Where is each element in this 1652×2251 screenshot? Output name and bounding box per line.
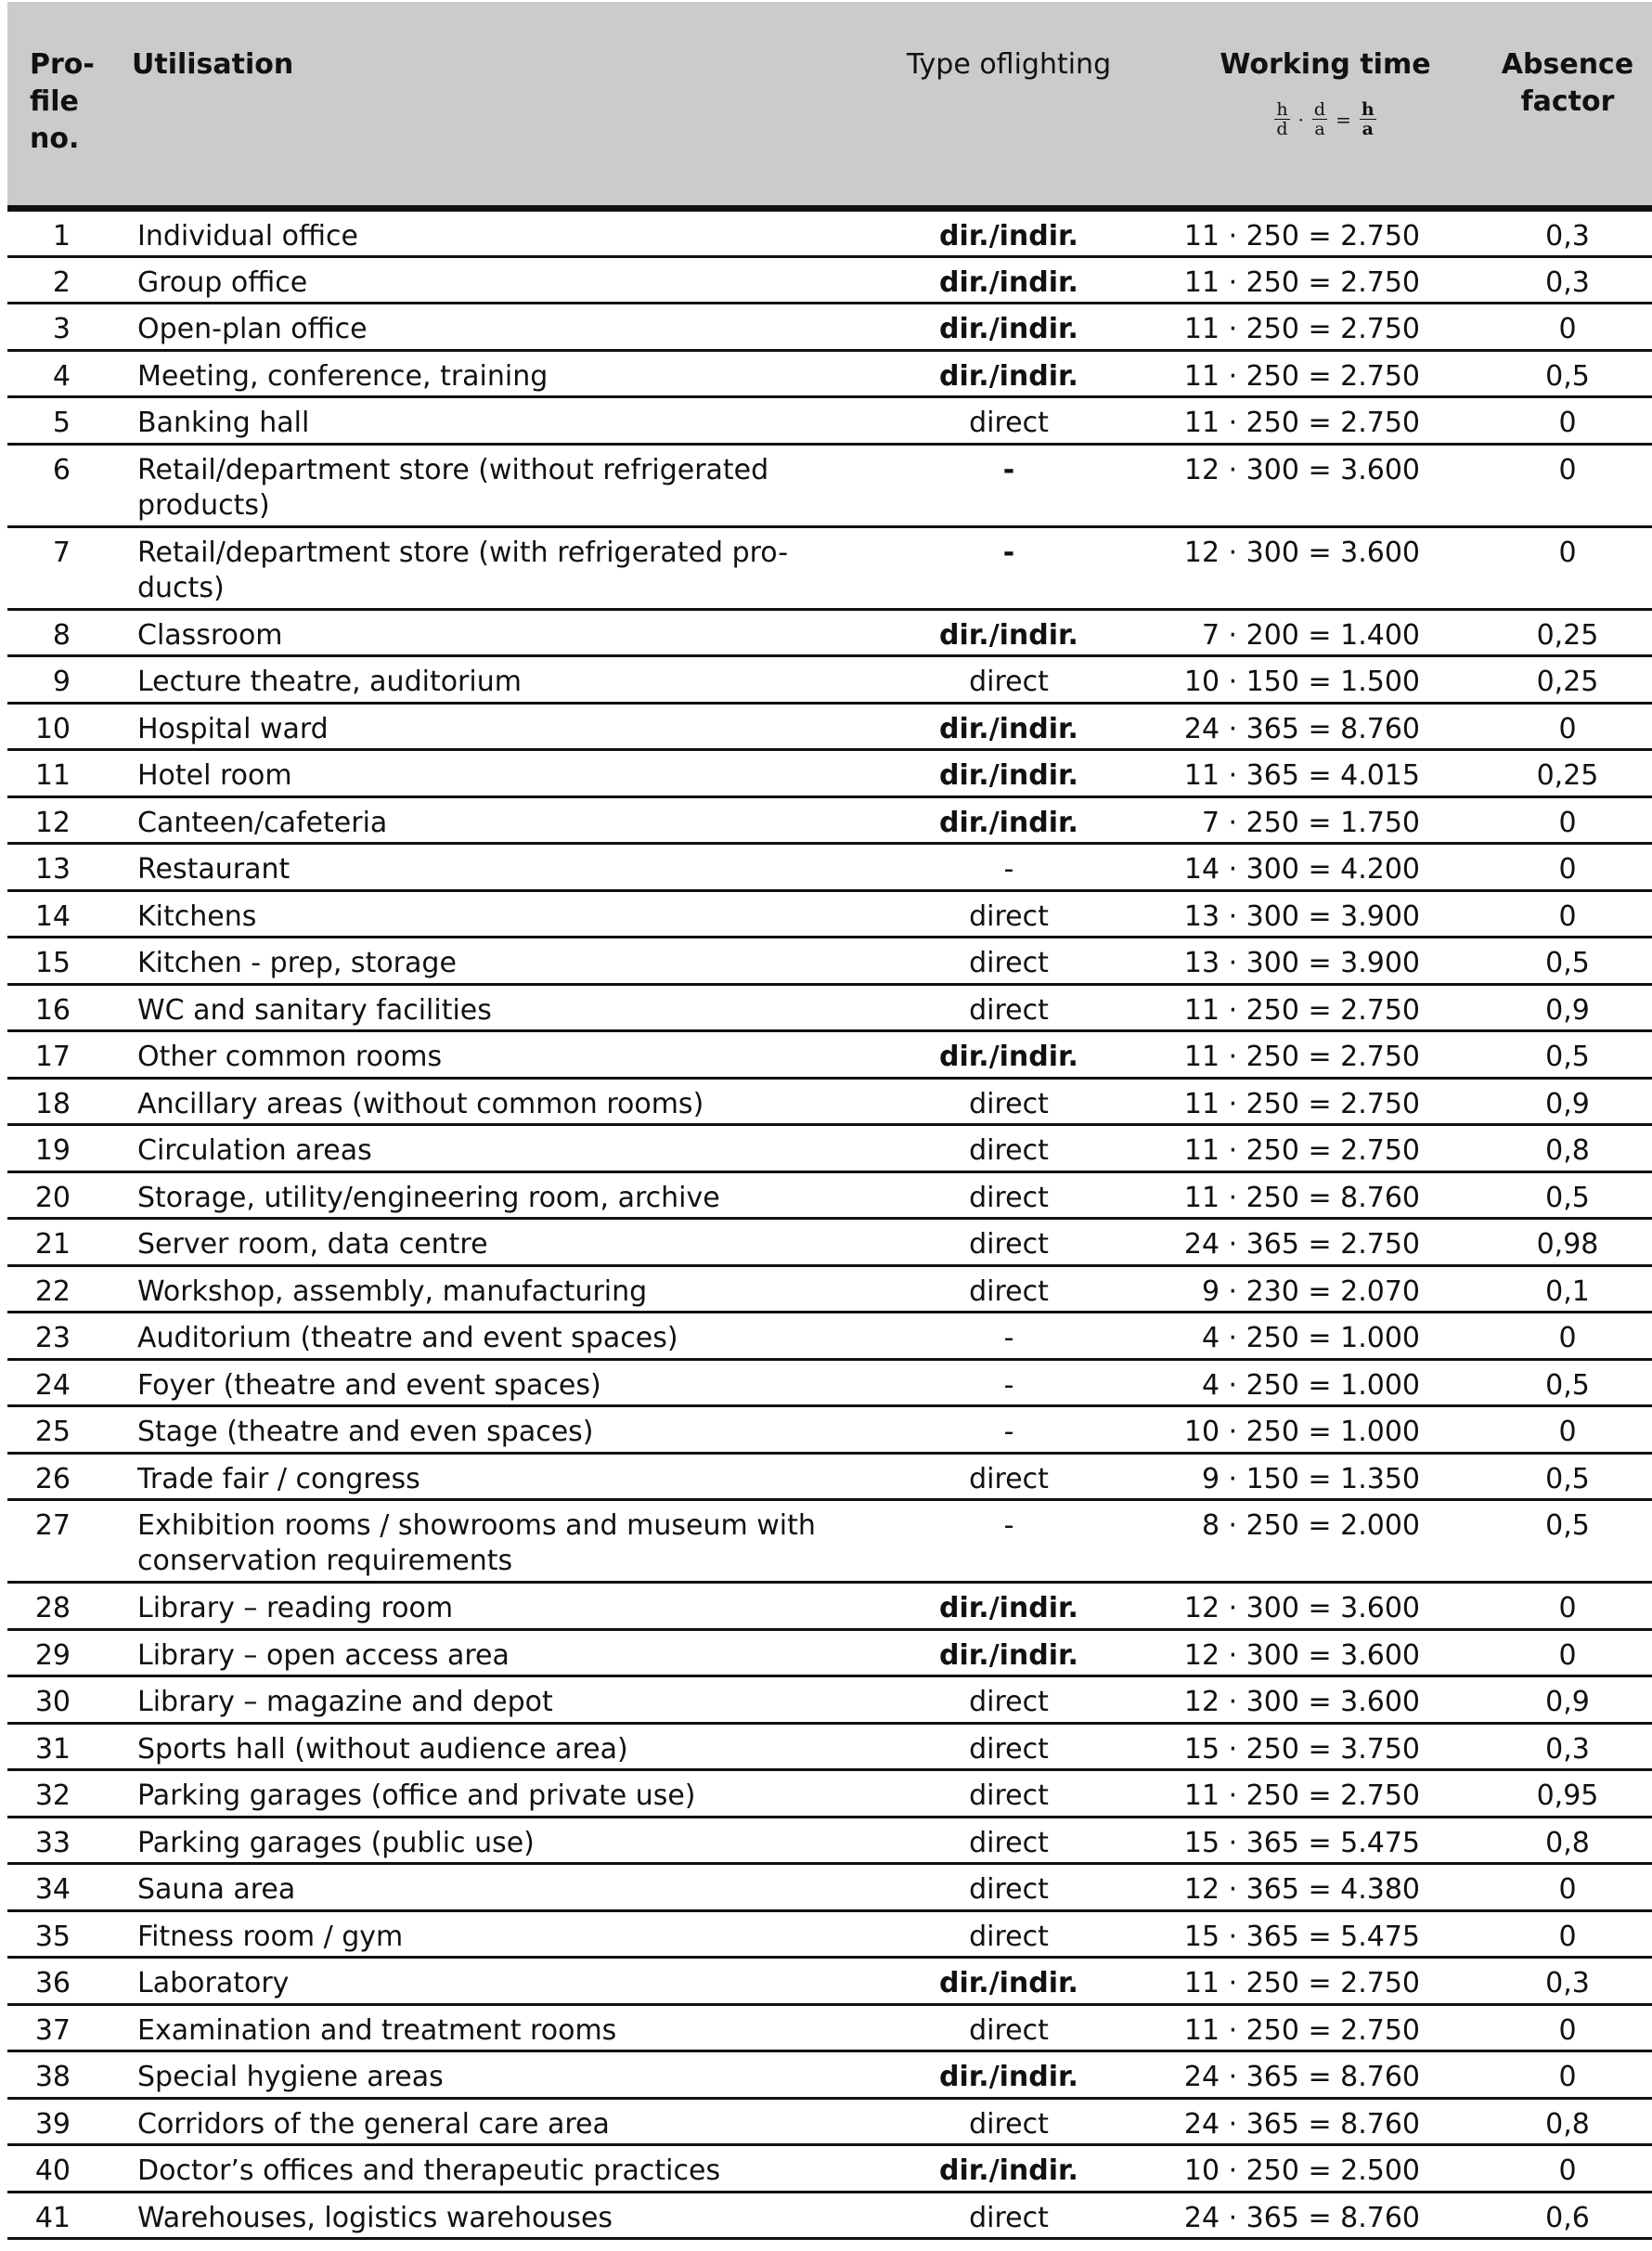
cell-profile-no: 13	[34, 853, 71, 886]
cell-profile-no: 32	[34, 1779, 71, 1812]
cell-lighting: direct	[969, 1873, 1049, 1906]
cell-utilisation: Classroom	[137, 618, 283, 652]
cell-absence-factor: 0	[1558, 1638, 1577, 1672]
cell-utilisation: Exhibition rooms / showrooms and museum with conservation requirements	[137, 1509, 816, 1577]
cell-working-time: 11 · 250 = 2.750	[1183, 1041, 1420, 1073]
table-row	[7, 844, 1652, 891]
table-row	[7, 609, 1652, 656]
cell-profile-no: 33	[34, 1826, 71, 1859]
cell-working-time: 11 · 250 = 2.750	[1183, 219, 1420, 252]
cell-lighting: direct	[969, 899, 1049, 933]
cell-absence-factor: 0	[1558, 712, 1577, 745]
cell-profile-no: 9	[52, 666, 71, 698]
cell-profile-no: 16	[34, 993, 71, 1027]
cell-absence-factor: 0	[1558, 1873, 1577, 1906]
table-row	[7, 2004, 1652, 2051]
cell-lighting: dir./indir.	[939, 1041, 1078, 1073]
cell-lighting: direct	[969, 1686, 1049, 1718]
table-row	[7, 208, 1652, 256]
cell-lighting: direct	[969, 1134, 1049, 1167]
table-row	[7, 1359, 1652, 1406]
cell-working-time: 24 · 365 = 2.750	[1183, 1228, 1420, 1261]
table-row	[7, 1171, 1652, 1219]
cell-working-time: 24 · 365 = 8.760	[1183, 712, 1420, 745]
cell-working-time: 10 · 150 = 1.500	[1183, 666, 1420, 698]
cell-lighting: direct	[969, 1826, 1049, 1859]
cell-absence-factor: 0,9	[1545, 1087, 1590, 1120]
header-working-time-label: Working time	[1220, 48, 1431, 81]
formula-h-per-a	[1360, 100, 1376, 138]
formula-h: h	[1276, 99, 1288, 120]
header-utilisation	[126, 2, 850, 208]
profile-table	[7, 2, 1652, 2240]
cell-lighting: direct	[969, 2201, 1049, 2234]
cell-lighting: direct	[969, 666, 1049, 698]
cell-utilisation: Kitchens	[137, 899, 257, 933]
table-row	[7, 444, 1652, 526]
cell-working-time: 9 · 230 = 2.070	[1201, 1274, 1420, 1308]
cell-lighting: direct	[969, 993, 1049, 1027]
table-row	[7, 1453, 1652, 1500]
cell-lighting: direct	[969, 2013, 1049, 2047]
cell-profile-no: 8	[52, 618, 71, 652]
formula-d: d	[1276, 119, 1288, 139]
cell-lighting: dir./indir.	[939, 265, 1078, 299]
cell-absence-factor: 0,25	[1536, 666, 1599, 698]
cell-profile-no: 41	[34, 2201, 71, 2234]
cell-working-time: 7 · 200 = 1.400	[1201, 618, 1420, 652]
cell-working-time: 11 · 250 = 2.750	[1183, 1087, 1420, 1120]
table-body	[7, 208, 1652, 2239]
cell-lighting: -	[1003, 1416, 1014, 1448]
cell-utilisation: Stage (theatre and even spaces)	[137, 1416, 594, 1448]
cell-working-time: 9 · 150 = 1.350	[1201, 1462, 1420, 1495]
cell-absence-factor: 0,8	[1545, 1134, 1590, 1167]
cell-profile-no: 10	[34, 712, 71, 745]
cell-lighting: direct	[969, 1732, 1049, 1766]
cell-lighting: -	[1003, 1322, 1014, 1354]
cell-absence-factor: 0,3	[1545, 1732, 1590, 1766]
cell-working-time: 15 · 365 = 5.475	[1183, 1826, 1420, 1859]
cell-working-time: 14 · 300 = 4.200	[1183, 853, 1420, 886]
cell-working-time: 11 · 250 = 2.750	[1183, 1967, 1420, 1999]
cell-working-time: 24 · 365 = 8.760	[1183, 2201, 1420, 2234]
cell-utilisation: Laboratory	[137, 1967, 290, 1999]
table-row	[7, 1125, 1652, 1172]
cell-absence-factor: 0,3	[1545, 219, 1590, 252]
cell-profile-no: 12	[34, 806, 71, 839]
cell-absence-factor: 0,5	[1545, 1462, 1590, 1495]
cell-absence-factor: 0	[1558, 407, 1577, 439]
cell-lighting: dir./indir.	[939, 219, 1078, 252]
cell-absence-factor: 0	[1558, 1920, 1577, 1953]
table-row	[7, 938, 1652, 985]
cell-absence-factor: 0,9	[1545, 993, 1590, 1027]
header-utilisation-label: Utilisation	[132, 48, 294, 81]
formula-dot: ·	[1297, 108, 1304, 131]
table-row	[7, 1313, 1652, 1360]
cell-utilisation: Library – reading room	[137, 1592, 454, 1624]
cell-profile-no: 28	[34, 1592, 71, 1624]
cell-utilisation: Meeting, conference, training	[137, 359, 549, 393]
table-row	[7, 1910, 1652, 1958]
cell-lighting: dir./indir.	[939, 313, 1078, 345]
cell-lighting: direct	[969, 1087, 1049, 1120]
cell-absence-factor: 0	[1558, 1592, 1577, 1624]
cell-profile-no: 39	[34, 2107, 71, 2141]
cell-profile-no: 30	[34, 1686, 71, 1718]
cell-working-time: 24 · 365 = 8.760	[1183, 2061, 1420, 2093]
cell-profile-no: 11	[34, 759, 71, 792]
cell-utilisation: Retail/department store (without refrigerated products)	[137, 453, 769, 522]
table-row	[7, 397, 1652, 445]
cell-working-time: 12 · 300 = 3.600	[1183, 1686, 1420, 1718]
cell-profile-no: 4	[52, 359, 71, 393]
cell-profile-no: 20	[34, 1181, 71, 1214]
cell-absence-factor: 0,6	[1545, 2201, 1590, 2234]
formula-h-per-d	[1274, 100, 1289, 138]
cell-absence-factor: 0	[1558, 899, 1577, 933]
cell-working-time: 7 · 250 = 1.750	[1201, 806, 1420, 839]
cell-utilisation: Fitness room / gym	[137, 1920, 404, 1953]
cell-utilisation: Workshop, assembly, manufacturing	[137, 1274, 648, 1308]
table-row	[7, 1676, 1652, 1724]
cell-absence-factor: 0,9	[1545, 1686, 1590, 1718]
header-lighting-label: Type oflighting	[906, 48, 1112, 81]
cell-profile-no: 27	[34, 1509, 71, 1542]
table-row	[7, 750, 1652, 797]
table-row	[7, 984, 1652, 1031]
table-row	[7, 1864, 1652, 1911]
table-row	[7, 1958, 1652, 2005]
header-profile-no-label: Pro- file no.	[30, 48, 95, 155]
cell-working-time: 13 · 300 = 3.900	[1183, 947, 1420, 979]
cell-profile-no: 38	[34, 2061, 71, 2093]
cell-working-time: 10 · 250 = 1.000	[1183, 1416, 1420, 1448]
cell-absence-factor: 0,5	[1545, 1509, 1590, 1542]
cell-absence-factor: 0	[1558, 1322, 1577, 1354]
cell-profile-no: 37	[34, 2013, 71, 2047]
cell-utilisation: Banking hall	[137, 407, 310, 439]
cell-absence-factor: 0,1	[1545, 1274, 1590, 1308]
cell-working-time: 4 · 250 = 1.000	[1201, 1322, 1420, 1354]
cell-working-time: 11 · 250 = 2.750	[1183, 265, 1420, 299]
cell-working-time: 11 · 365 = 4.015	[1183, 759, 1420, 792]
cell-lighting: direct	[969, 1779, 1049, 1812]
cell-utilisation: Kitchen - prep, storage	[137, 947, 457, 979]
cell-working-time: 11 · 250 = 2.750	[1183, 993, 1420, 1027]
cell-absence-factor: 0	[1558, 2013, 1577, 2047]
table-row	[7, 350, 1652, 397]
cell-profile-no: 3	[52, 313, 71, 345]
cell-profile-no: 7	[52, 536, 71, 569]
cell-profile-no: 21	[34, 1228, 71, 1261]
cell-absence-factor: 0,3	[1545, 265, 1590, 299]
header-working-time	[1168, 2, 1483, 208]
table-row	[7, 1078, 1652, 1125]
cell-utilisation: Group office	[137, 265, 308, 299]
cell-absence-factor: 0,25	[1536, 618, 1599, 652]
cell-profile-no: 31	[34, 1732, 71, 1766]
cell-absence-factor: 0,3	[1545, 1967, 1590, 1999]
cell-profile-no: 23	[34, 1322, 71, 1354]
cell-utilisation: Hospital ward	[137, 712, 329, 745]
cell-profile-no: 17	[34, 1041, 71, 1073]
formula-d2: d	[1313, 99, 1326, 120]
cell-absence-factor: 0	[1558, 313, 1577, 345]
table-row	[7, 526, 1652, 609]
cell-lighting: -	[1003, 1368, 1014, 1402]
table-row	[7, 1500, 1652, 1583]
cell-lighting: direct	[969, 947, 1049, 979]
cell-absence-factor: 0,8	[1545, 1826, 1590, 1859]
cell-profile-no: 36	[34, 1967, 71, 1999]
cell-lighting: -	[1002, 536, 1015, 569]
table-row	[7, 890, 1652, 938]
cell-utilisation: Auditorium (theatre and event spaces)	[137, 1322, 678, 1354]
cell-utilisation: Library – open access area	[137, 1638, 510, 1672]
table-row	[7, 1265, 1652, 1313]
cell-absence-factor: 0,5	[1545, 1181, 1590, 1214]
cell-absence-factor: 0,8	[1545, 2107, 1590, 2141]
cell-working-time: 11 · 250 = 2.750	[1183, 407, 1420, 439]
cell-absence-factor: 0	[1558, 2061, 1577, 2093]
formula-a: a	[1314, 119, 1325, 139]
formula-d-per-a	[1312, 100, 1327, 138]
cell-working-time: 12 · 300 = 3.600	[1183, 1592, 1420, 1624]
cell-absence-factor: 0,98	[1536, 1228, 1599, 1261]
cell-absence-factor: 0,5	[1545, 947, 1590, 979]
cell-profile-no: 15	[34, 947, 71, 979]
cell-working-time: 10 · 250 = 2.500	[1183, 2154, 1420, 2187]
header-absence-label: Absence factor	[1501, 48, 1634, 118]
cell-working-time: 4 · 250 = 1.000	[1201, 1368, 1420, 1402]
cell-profile-no: 24	[34, 1368, 71, 1402]
cell-working-time: 15 · 250 = 3.750	[1183, 1732, 1420, 1766]
cell-utilisation: Warehouses, logistics warehouses	[137, 2201, 613, 2234]
cell-utilisation: Circulation areas	[137, 1134, 372, 1167]
cell-utilisation: Sports hall (without audience area)	[137, 1732, 628, 1766]
header-lighting	[850, 2, 1168, 208]
cell-lighting: dir./indir.	[939, 1967, 1078, 1999]
cell-profile-no: 35	[34, 1920, 71, 1953]
cell-lighting: direct	[969, 1274, 1049, 1308]
table-row	[7, 1817, 1652, 1864]
cell-utilisation: Corridors of the general care area	[137, 2107, 610, 2141]
formula-h2: h	[1361, 99, 1375, 120]
formula-equals: =	[1336, 108, 1351, 131]
table-row	[7, 304, 1652, 351]
cell-utilisation: Individual office	[137, 219, 358, 252]
cell-profile-no: 2	[52, 265, 71, 299]
table-row	[7, 1406, 1652, 1454]
cell-absence-factor: 0	[1558, 853, 1577, 886]
cell-utilisation: Server room, data centre	[137, 1228, 488, 1261]
table-header	[7, 2, 1652, 208]
cell-lighting: -	[1002, 453, 1015, 486]
cell-working-time: 11 · 250 = 2.750	[1183, 2013, 1420, 2047]
cell-lighting: dir./indir.	[939, 2154, 1078, 2187]
cell-absence-factor: 0,5	[1545, 359, 1590, 393]
cell-absence-factor: 0,25	[1536, 759, 1599, 792]
cell-absence-factor: 0	[1558, 536, 1577, 569]
table-row	[7, 1583, 1652, 1630]
cell-working-time: 11 · 250 = 2.750	[1183, 1134, 1420, 1167]
cell-working-time: 11 · 250 = 2.750	[1183, 359, 1420, 393]
cell-profile-no: 29	[34, 1638, 71, 1672]
cell-working-time: 11 · 250 = 8.760	[1183, 1181, 1420, 1214]
cell-absence-factor: 0	[1558, 453, 1577, 486]
usage-profile-table	[7, 2, 1652, 2240]
cell-lighting: dir./indir.	[939, 806, 1078, 839]
table-row	[7, 1629, 1652, 1676]
cell-utilisation: Trade fair / congress	[137, 1462, 420, 1495]
cell-utilisation: WC and sanitary facilities	[137, 993, 492, 1027]
table-row	[7, 1770, 1652, 1818]
cell-utilisation: Parking garages (public use)	[137, 1826, 535, 1859]
table-row	[7, 1219, 1652, 1266]
table-row	[7, 1723, 1652, 1770]
cell-utilisation: Library – magazine and depot	[137, 1686, 553, 1718]
cell-lighting: direct	[969, 2107, 1049, 2141]
cell-working-time: 8 · 250 = 2.000	[1201, 1509, 1420, 1542]
cell-profile-no: 25	[34, 1416, 71, 1448]
cell-lighting: dir./indir.	[939, 1592, 1078, 1624]
header-row	[7, 2, 1652, 208]
cell-profile-no: 19	[34, 1134, 71, 1167]
header-profile-no	[7, 2, 126, 208]
cell-working-time: 12 · 365 = 4.380	[1183, 1873, 1420, 1906]
cell-lighting: direct	[969, 1462, 1049, 1495]
cell-profile-no: 40	[34, 2154, 71, 2187]
cell-working-time: 12 · 300 = 3.600	[1183, 453, 1420, 486]
cell-utilisation: Examination and treatment rooms	[137, 2013, 617, 2047]
cell-lighting: direct	[969, 1920, 1049, 1953]
cell-lighting: dir./indir.	[939, 712, 1078, 745]
cell-profile-no: 18	[34, 1087, 71, 1120]
table-row	[7, 796, 1652, 844]
cell-absence-factor: 0	[1558, 806, 1577, 839]
cell-profile-no: 26	[34, 1462, 71, 1495]
cell-profile-no: 5	[52, 407, 71, 439]
cell-working-time: 11 · 250 = 2.750	[1183, 1779, 1420, 1812]
header-absence-factor	[1483, 2, 1652, 208]
cell-absence-factor: 0,5	[1545, 1041, 1590, 1073]
cell-working-time: 11 · 250 = 2.750	[1183, 313, 1420, 345]
cell-lighting: dir./indir.	[939, 1638, 1078, 1672]
table-row	[7, 2192, 1652, 2239]
cell-lighting: -	[1003, 853, 1014, 886]
cell-utilisation: Doctor’s offices and therapeutic practices	[137, 2154, 721, 2187]
table-row	[7, 2051, 1652, 2099]
cell-working-time: 12 · 300 = 3.600	[1183, 536, 1420, 569]
cell-lighting: dir./indir.	[939, 2061, 1078, 2093]
table-row	[7, 1031, 1652, 1079]
cell-lighting: direct	[969, 407, 1049, 439]
cell-lighting: dir./indir.	[939, 618, 1078, 652]
cell-lighting: direct	[969, 1228, 1049, 1261]
cell-absence-factor: 0,5	[1545, 1368, 1590, 1402]
cell-profile-no: 34	[34, 1873, 71, 1906]
cell-utilisation: Lecture theatre, auditorium	[137, 666, 522, 698]
cell-utilisation: Parking garages (office and private use)	[137, 1779, 696, 1812]
cell-working-time: 13 · 300 = 3.900	[1183, 899, 1420, 933]
table-row	[7, 2098, 1652, 2145]
cell-utilisation: Foyer (theatre and event spaces)	[137, 1368, 601, 1402]
cell-utilisation: Open-plan office	[137, 313, 368, 345]
table-row	[7, 703, 1652, 750]
cell-profile-no: 22	[34, 1274, 71, 1308]
cell-utilisation: Other common rooms	[137, 1041, 443, 1073]
cell-profile-no: 14	[34, 899, 71, 933]
working-time-formula	[1168, 100, 1483, 138]
cell-lighting: -	[1003, 1509, 1014, 1542]
cell-utilisation: Ancillary areas (without common rooms)	[137, 1087, 704, 1120]
cell-absence-factor: 0,95	[1536, 1779, 1599, 1812]
cell-utilisation: Hotel room	[137, 759, 292, 792]
cell-utilisation: Special hygiene areas	[137, 2061, 444, 2093]
cell-lighting: dir./indir.	[939, 359, 1078, 393]
formula-a2: a	[1362, 119, 1374, 139]
table-row	[7, 656, 1652, 704]
cell-working-time: 12 · 300 = 3.600	[1183, 1638, 1420, 1672]
cell-utilisation: Canteen/cafeteria	[137, 806, 388, 839]
cell-lighting: direct	[969, 1181, 1049, 1214]
table-row	[7, 2145, 1652, 2193]
cell-utilisation: Retail/department store (with refrigerated pro-ducts)	[137, 536, 789, 604]
cell-working-time: 24 · 365 = 8.760	[1183, 2107, 1420, 2141]
cell-utilisation: Storage, utility/engineering room, archive	[137, 1181, 720, 1214]
cell-absence-factor: 0	[1558, 2154, 1577, 2187]
cell-profile-no: 6	[52, 453, 71, 486]
table-row	[7, 256, 1652, 304]
cell-utilisation: Restaurant	[137, 853, 290, 886]
cell-utilisation: Sauna area	[137, 1873, 296, 1906]
cell-working-time: 15 · 365 = 5.475	[1183, 1920, 1420, 1953]
cell-absence-factor: 0	[1558, 1416, 1577, 1448]
cell-lighting: dir./indir.	[939, 759, 1078, 792]
cell-profile-no: 1	[52, 219, 71, 252]
